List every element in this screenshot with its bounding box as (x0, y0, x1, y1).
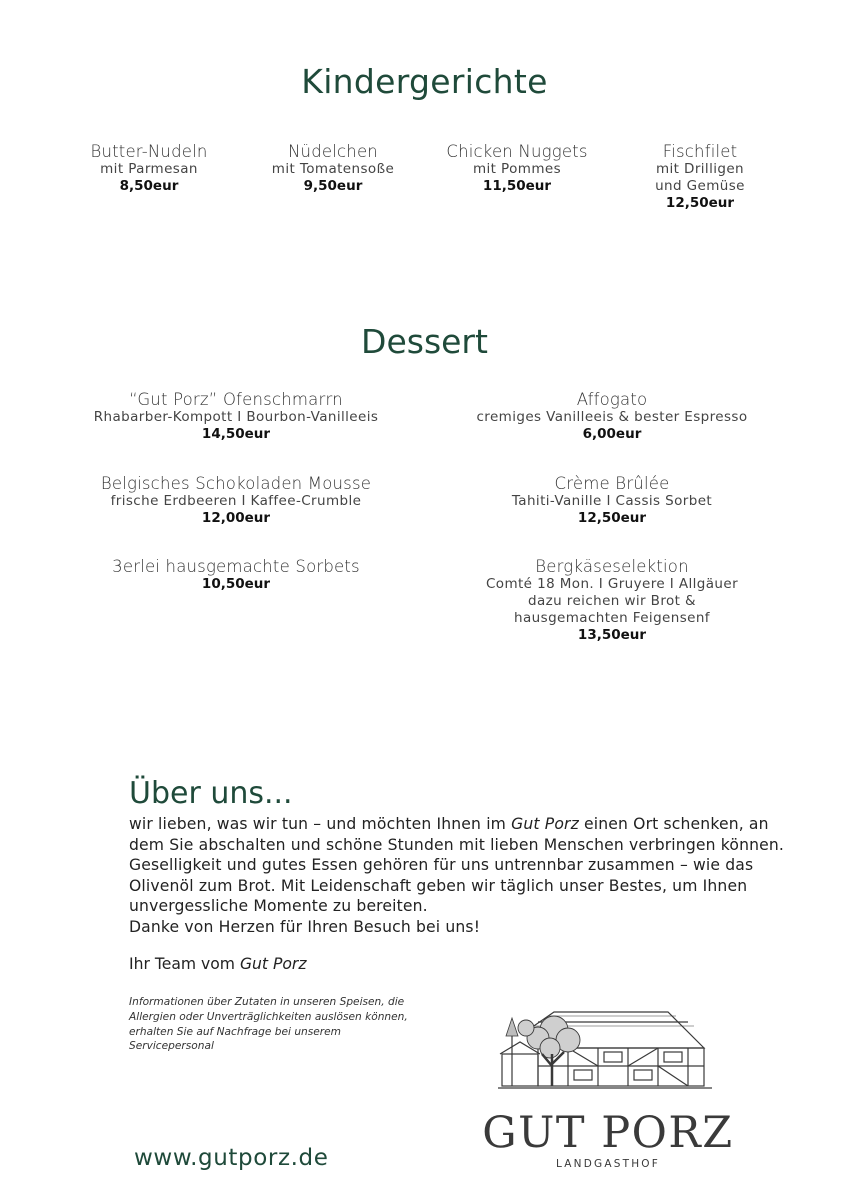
item-name: Affogato (576, 390, 648, 409)
item-description: mit Tomatensoße (271, 161, 395, 177)
item-name: Butter-Nudeln (90, 142, 208, 161)
item-price: 12,50eur (577, 510, 647, 526)
dessert-item-mousse (66, 474, 406, 527)
about-signature (129, 955, 307, 973)
dessert-item-affogato (442, 390, 782, 443)
item-price: 14,50eur (201, 426, 271, 442)
item-price: 8,50eur (119, 178, 179, 194)
item-price: 9,50eur (303, 178, 363, 194)
allergy-note: Informationen über Zutaten in unseren Speisen, die Allergien oder Unverträglichkeiten auslösen können, erhalten Sie auf Nachfrage bei unserem Servicepersonal (129, 996, 408, 1053)
about-text-part: einen Ort schenken, an dem Sie abschalten und schöne Stunden mit lieben Menschen verbringen können. Geselligkeit und gutes Essen gehören für uns untrennbar zusammen – wie das Olivenöl zum Brot. Mit Leidenschaft geben wir täglich unser Bestes, um Ihnen unvergessliche Momente zu bereiten. (129, 815, 785, 916)
signature-text: Ihr Team vom (129, 955, 240, 973)
item-name: Belgisches Schokoladen Mousse (100, 474, 372, 493)
kids-item-fischfilet (600, 142, 800, 212)
kindergerichte-heading: Kindergerichte (301, 62, 548, 101)
item-price: 10,50eur (201, 576, 271, 592)
item-name: Crème Brûlée (554, 474, 670, 493)
item-name: Bergkäseselektion (535, 557, 689, 576)
kids-item-butter-nudeln (49, 142, 249, 195)
farmhouse-logo-icon (498, 1008, 712, 1096)
item-price: 11,50eur (482, 178, 552, 194)
item-description-line3: hausgemachten Feigensenf (514, 610, 710, 626)
item-description: Comté 18 Mon. I Gruyere I Allgäuer (485, 576, 739, 592)
item-name: Nüdelchen (288, 142, 378, 161)
dessert-item-ofenschmarrn (66, 390, 406, 443)
item-price: 6,00eur (582, 426, 642, 442)
about-text (129, 814, 799, 938)
signature-brand: Gut Porz (239, 955, 307, 973)
item-price: 12,50eur (665, 195, 735, 211)
item-description-line2: dazu reichen wir Brot & (528, 593, 696, 609)
item-description: mit Drilligen (655, 161, 745, 177)
item-description: mit Pommes (472, 161, 562, 177)
kids-item-chicken-nuggets (417, 142, 617, 195)
item-name: Fischfilet (662, 142, 738, 161)
item-price: 12,00eur (201, 510, 271, 526)
dessert-item-creme-brulee (442, 474, 782, 527)
logo-wordmark: GUT PORZ (482, 1108, 734, 1158)
about-text-part: wir lieben, was wir tun – und möchten Ihnen im (129, 815, 512, 833)
item-description: cremiges Vanilleeis & bester Espresso (476, 409, 748, 425)
dessert-heading: Dessert (361, 322, 488, 361)
about-thanks: Danke von Herzen für Ihren Besuch bei uns! (129, 917, 481, 936)
dessert-item-sorbets (66, 557, 406, 593)
item-description: mit Parmesan (100, 161, 198, 177)
about-heading: Über uns... (129, 776, 293, 811)
item-description-line2: und Gemüse (655, 178, 745, 194)
dessert-item-bergkaese (442, 557, 782, 644)
item-price: 13,50eur (577, 627, 647, 643)
about-paragraph (129, 814, 799, 917)
about-text-brand: Gut Porz (511, 815, 579, 833)
kids-item-nuedelchen (233, 142, 433, 195)
item-name: 3erlei hausgemachte Sorbets (112, 557, 360, 576)
item-name: Chicken Nuggets (446, 142, 588, 161)
item-description: Rhabarber-Kompott I Bourbon-Vanilleeis (93, 409, 379, 425)
website-link[interactable]: www.gutporz.de (134, 1145, 329, 1171)
logo-subtitle: LANDGASTHOF (555, 1158, 660, 1170)
item-description: Tahiti-Vanille I Cassis Sorbet (511, 493, 713, 509)
item-description: frische Erdbeeren I Kaffee-Crumble (110, 493, 362, 509)
item-name: “Gut Porz” Ofenschmarrn (129, 390, 343, 409)
